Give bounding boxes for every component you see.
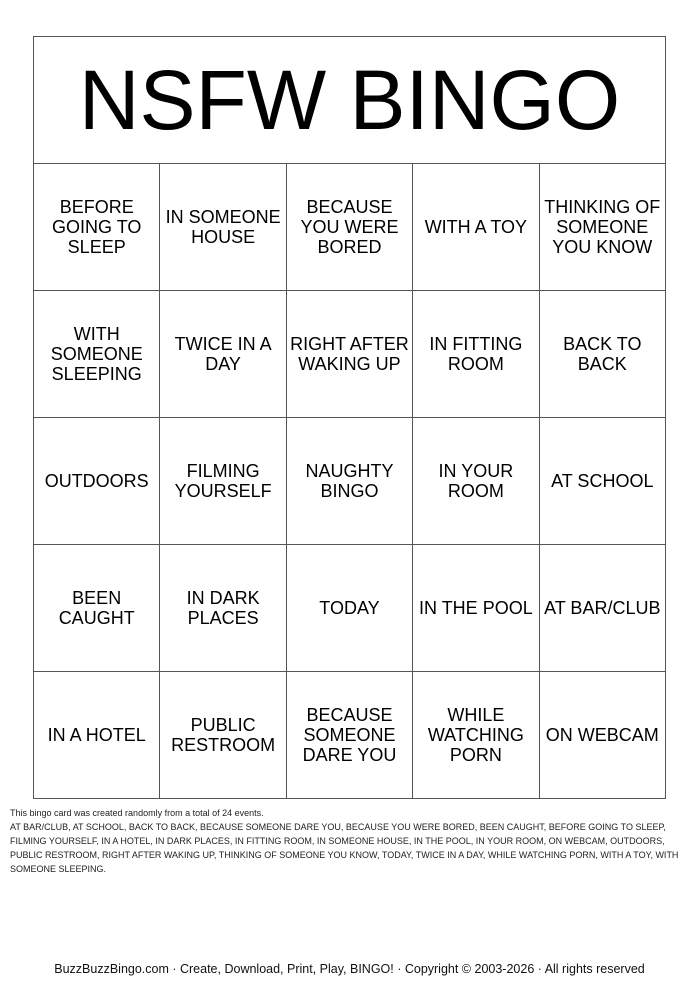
card-summary: This bingo card was created randomly from a total of 24 events.: [10, 808, 264, 818]
bingo-cell: OUTDOORS: [34, 418, 160, 545]
bingo-row: [34, 418, 666, 545]
bingo-cell: IN DARK PLACES: [160, 545, 286, 672]
bingo-cell: AT BAR/CLUB: [539, 545, 665, 672]
bingo-row: [34, 291, 666, 418]
event-list: AT BAR/CLUB, AT SCHOOL, BACK TO BACK, BECAUSE SOMEONE DARE YOU, BECAUSE YOU WERE BORED, BEEN CAUGHT, BEFORE GOING TO SLEEP, FILMING YOURSELF, IN A HOTEL, IN DARK PLACES, IN FITTING ROOM, IN SOMEONE HOUSE, IN THE POOL, IN YOUR ROOM, ON WEBCAM, OUTDOORS, PUBLIC RESTROOM, RIGHT AFTER WAKING UP, THINKING OF SOMEONE YOU KNOW, TODAY, TWICE IN A DAY, WHILE WATCHING PORN, WITH A TOY, WITH SOMEONE SLEEPING.: [10, 822, 679, 874]
bingo-cell: BACK TO BACK: [539, 291, 665, 418]
bingo-cell: TWICE IN A DAY: [160, 291, 286, 418]
bingo-cell: PUBLIC RESTROOM: [160, 672, 286, 799]
bingo-cell: WHILE WATCHING PORN: [413, 672, 539, 799]
bingo-cell: WITH A TOY: [413, 164, 539, 291]
bingo-cell: IN YOUR ROOM: [413, 418, 539, 545]
bingo-cell: THINKING OF SOMEONE YOU KNOW: [539, 164, 665, 291]
bingo-cell: ON WEBCAM: [539, 672, 665, 799]
bingo-cell-free: NAUGHTY BINGO: [286, 418, 412, 545]
bingo-cell: TODAY: [286, 545, 412, 672]
bingo-cell: IN SOMEONE HOUSE: [160, 164, 286, 291]
card-info: [10, 806, 690, 876]
bingo-cell: WITH SOMEONE SLEEPING: [34, 291, 160, 418]
bingo-cell: IN THE POOL: [413, 545, 539, 672]
bingo-row: [34, 545, 666, 672]
bingo-title: NSFW BINGO: [34, 37, 666, 164]
bingo-cell: AT SCHOOL: [539, 418, 665, 545]
bingo-row: [34, 164, 666, 291]
bingo-cell: BECAUSE YOU WERE BORED: [286, 164, 412, 291]
bingo-cell: FILMING YOURSELF: [160, 418, 286, 545]
footer-copyright: BuzzBuzzBingo.com · Create, Download, Print, Play, BINGO! · Copyright © 2003-2026 · All rights reserved: [54, 962, 645, 976]
bingo-cell: IN FITTING ROOM: [413, 291, 539, 418]
bingo-card: [33, 36, 666, 799]
bingo-cell: BEFORE GOING TO SLEEP: [34, 164, 160, 291]
bingo-row: [34, 672, 666, 799]
bingo-cell: BECAUSE SOMEONE DARE YOU: [286, 672, 412, 799]
bingo-cell: IN A HOTEL: [34, 672, 160, 799]
bingo-cell: BEEN CAUGHT: [34, 545, 160, 672]
bingo-cell: RIGHT AFTER WAKING UP: [286, 291, 412, 418]
